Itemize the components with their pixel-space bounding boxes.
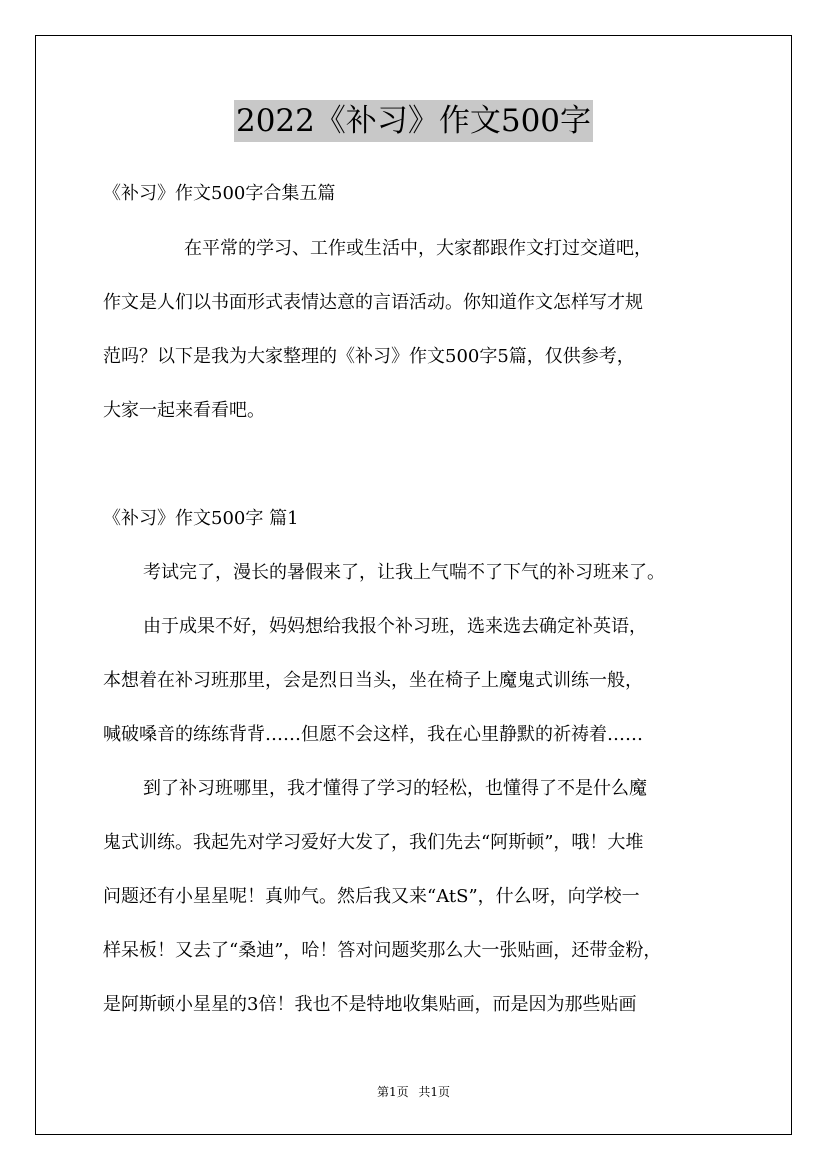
page-total: 共1页	[418, 1085, 451, 1099]
page-footer	[0, 1084, 827, 1100]
body-line: 本想着在补习班那里，会是烈日当头，坐在椅子上魔鬼式训练一般，	[103, 670, 643, 691]
body-line: 喊破嗓音的练练背背……但愿不会这样，我在心里静默的祈祷着……	[103, 724, 643, 745]
intro-line: 作文是人们以书面形式表情达意的言语活动。你知道作文怎样写才规	[103, 292, 643, 313]
body-line: 问题还有小星星呢！真帅气。然后我又来“AtS”，什么呀，向学校一	[103, 886, 640, 907]
title-container	[0, 100, 827, 142]
intro-line: 范吗？以下是我为大家整理的《补习》作文500字5篇，仅供参考，	[103, 346, 635, 367]
body-line: 到了补习班哪里，我才懂得了学习的轻松，也懂得了不是什么魔	[143, 778, 647, 799]
body-line: 鬼式训练。我起先对学习爱好大发了，我们先去“阿斯顿”，哦！大堆	[103, 832, 644, 853]
section-heading: 《补习》作文500字 篇1	[103, 508, 299, 529]
body-line: 是阿斯顿小星星的3倍！我也不是特地收集贴画，而是因为那些贴画	[103, 994, 637, 1015]
intro-line: 大家一起来看看吧。	[103, 400, 265, 421]
body-line: 由于成果不好，妈妈想给我报个补习班，选来选去确定补英语，	[143, 616, 647, 637]
body-line: 样呆板！又去了“桑迪”，哈！答对问题奖那么大一张贴画，还带金粉，	[103, 940, 662, 961]
page-number: 第1页	[376, 1085, 409, 1099]
document-subtitle: 《补习》作文500字合集五篇	[103, 183, 336, 204]
intro-line: 在平常的学习、工作或生活中，大家都跟作文打过交道吧，	[184, 238, 652, 259]
document-title: 2022《补习》作文500字	[234, 100, 593, 142]
body-line: 考试完了，漫长的暑假来了，让我上气喘不了下气的补习班来了。	[143, 562, 665, 583]
